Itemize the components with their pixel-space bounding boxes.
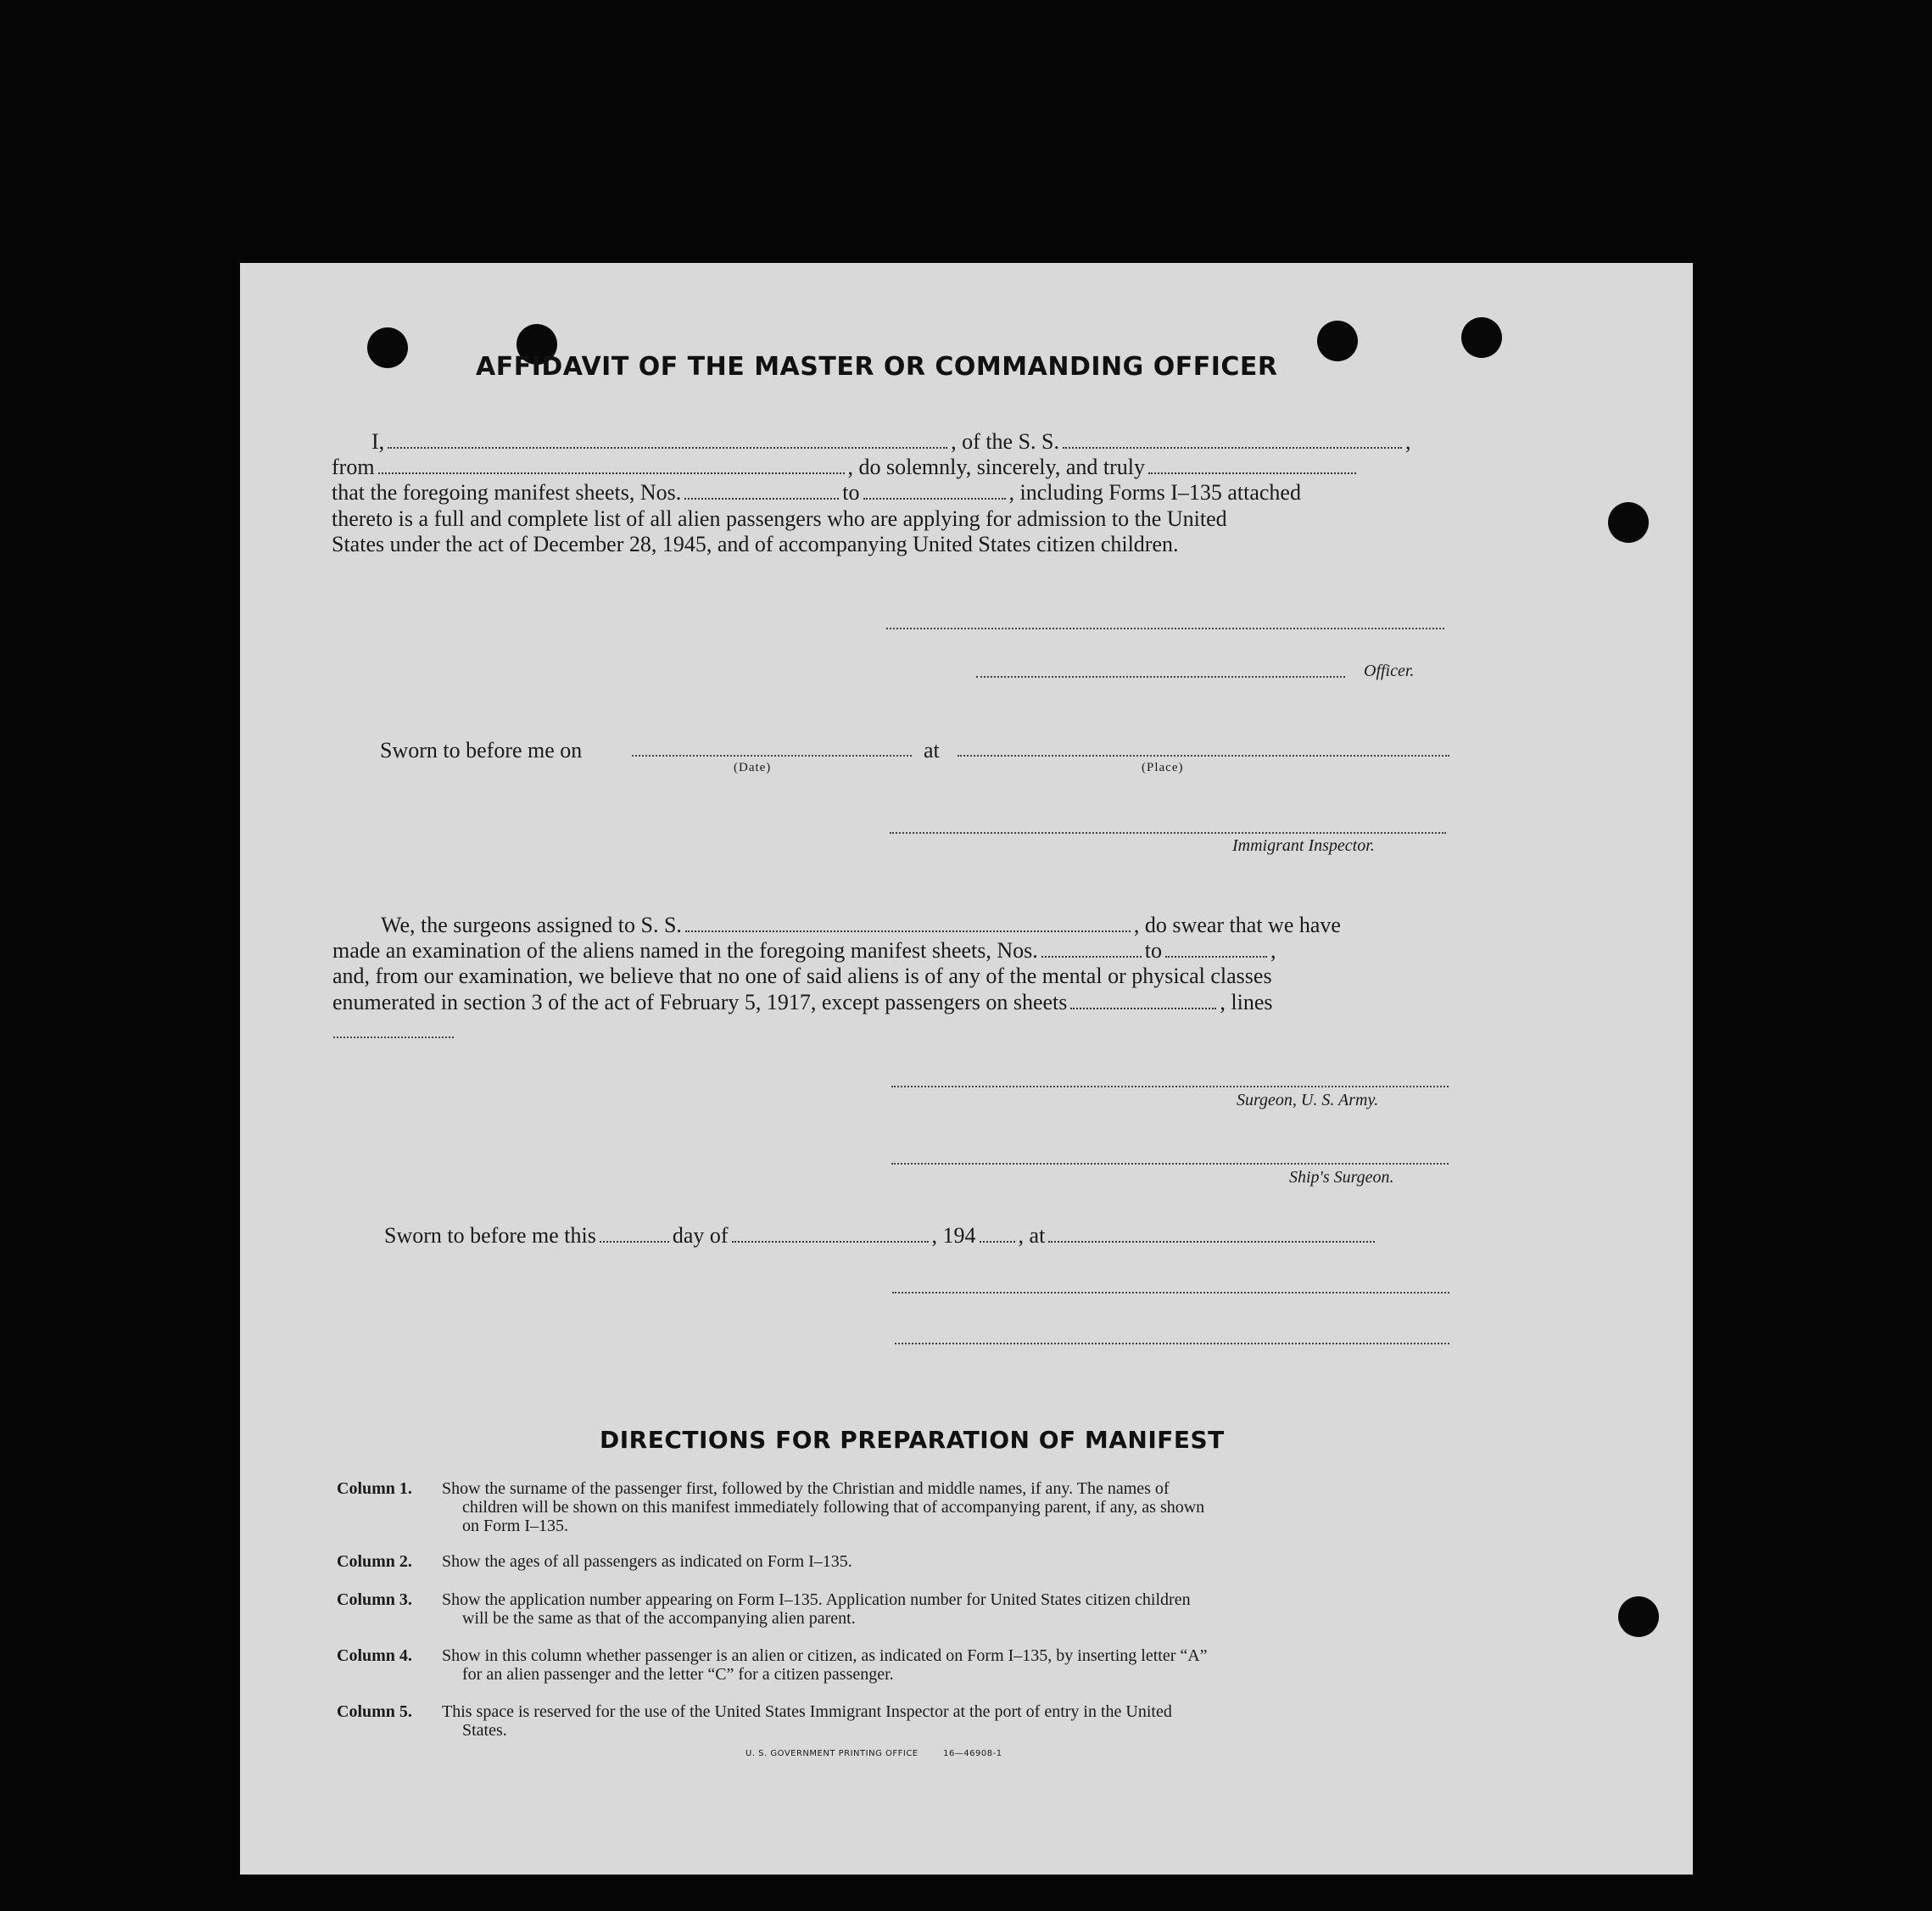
punch-hole xyxy=(1618,1596,1659,1637)
punch-hole xyxy=(1461,317,1502,358)
sworn-signature-line-1[interactable] xyxy=(892,1292,1449,1294)
affidavit-line-3: that the foregoing manifest sheets, Nos. to , including Forms I–135 attached xyxy=(332,480,1301,505)
port-field[interactable] xyxy=(378,472,845,474)
affidavit-line-1: I, , of the S. S. , xyxy=(371,429,1411,454)
place-label: (Place) xyxy=(1142,761,1184,774)
direction-column-label: Column 5. xyxy=(337,1702,412,1721)
ship-surgeon-label: Ship's Surgeon. xyxy=(1289,1168,1394,1187)
sworn-surgeons-line: Sworn to before me this day of , 194 , at xyxy=(384,1223,1378,1249)
printer-footer: U. S. GOVERNMENT PRINTING OFFICE 16—46908-1 xyxy=(745,1749,1002,1758)
date-field[interactable] xyxy=(632,755,912,757)
direction-item: Column 2. Show the ages of all passengers as indicated on Form I–135. xyxy=(337,1552,852,1571)
surgeons-line-3: and, from our examination, we believe that no one of said aliens is of any of the mental or physical classes xyxy=(332,964,1272,988)
date-label: (Date) xyxy=(734,761,772,774)
signature-line[interactable] xyxy=(886,628,1444,629)
ship-surgeon-signature-line[interactable] xyxy=(891,1163,1449,1165)
direction-item: Column 3. Show the application number appearing on Form I–135. Application number for United States citizen children will be the same as that of the accompanying alien parent. xyxy=(337,1590,1191,1628)
oath-field[interactable] xyxy=(1148,472,1356,474)
sworn-signature-line-2[interactable] xyxy=(895,1343,1449,1344)
sworn-master-text: Sworn to before me on xyxy=(380,738,583,763)
place-field[interactable] xyxy=(958,755,1449,757)
inspector-signature-line[interactable] xyxy=(890,832,1446,834)
direction-column-label: Column 4. xyxy=(337,1646,412,1665)
direction-item: Column 1. Show the surname of the passenger first, followed by the Christian and middle names, if any. The names of children will be shown on this manifest immediately following that of accompanying parent, if any, as shown on Form I–135. xyxy=(337,1479,1205,1535)
day-field[interactable] xyxy=(600,1240,669,1243)
affidavit-line-4: thereto is a full and complete list of all alien passengers who are applying for admission to the United xyxy=(332,506,1227,531)
surgeons-line-1: We, the surgeons assigned to S. S. , do swear that we have xyxy=(381,913,1341,937)
direction-item: Column 5. This space is reserved for the use of the United States Immigrant Inspector at the port of entry in the United States. xyxy=(337,1702,1172,1740)
sworn-master-at: at xyxy=(924,738,940,763)
direction-column-label: Column 3. xyxy=(337,1590,412,1609)
surgeons-line-4: enumerated in section 3 of the act of February 5, 1917, except passengers on sheets , lines xyxy=(332,990,1273,1014)
direction-column-label: Column 2. xyxy=(337,1552,412,1571)
direction-item: Column 4. Show in this column whether passenger is an alien or citizen, as indicated on Form I–135, by inserting letter “A” for an alien passenger and the letter “C” for a citizen passenger. xyxy=(337,1646,1208,1684)
surgeon-ship-field[interactable] xyxy=(685,930,1131,932)
form-sheet xyxy=(240,263,1693,1875)
army-surgeon-signature-line[interactable] xyxy=(891,1086,1449,1087)
ship-name-field[interactable] xyxy=(1063,446,1402,449)
year-field[interactable] xyxy=(980,1240,1015,1243)
direction-column-label: Column 1. xyxy=(337,1479,412,1498)
inspector-label: Immigrant Inspector. xyxy=(1232,836,1375,855)
surgeon-sheet-from-field[interactable] xyxy=(1041,955,1142,958)
directions-title: DIRECTIONS FOR PREPARATION OF MANIFEST xyxy=(600,1426,1225,1454)
punch-hole xyxy=(1317,321,1358,361)
officer-rank-line[interactable] xyxy=(976,676,1345,678)
form-code: 16—46908-1 xyxy=(943,1749,1002,1758)
month-field[interactable] xyxy=(732,1240,929,1243)
officer-label: Officer. xyxy=(1364,662,1415,680)
affidavit-title: AFFIDAVIT OF THE MASTER OR COMMANDING OFFICER xyxy=(476,352,1278,382)
punch-hole xyxy=(1608,502,1649,543)
sheet-to-field[interactable] xyxy=(863,497,1006,500)
surgeons-line-2: made an examination of the aliens named in the foregoing manifest sheets, Nos. to , xyxy=(332,938,1276,963)
master-name-field[interactable] xyxy=(388,446,947,449)
army-surgeon-label: Surgeon, U. S. Army. xyxy=(1237,1091,1379,1109)
except-sheets-field[interactable] xyxy=(1070,1007,1216,1009)
affidavit-line-2: from , do solemnly, sincerely, and truly xyxy=(332,455,1360,480)
lines-field[interactable] xyxy=(333,1037,454,1038)
sheet-from-field[interactable] xyxy=(684,497,839,500)
punch-hole xyxy=(367,327,408,368)
sworn-place-field[interactable] xyxy=(1048,1240,1375,1243)
surgeon-sheet-to-field[interactable] xyxy=(1165,955,1267,958)
affidavit-line-5: States under the act of December 28, 1945, and of accompanying United States citizen children. xyxy=(332,532,1179,556)
